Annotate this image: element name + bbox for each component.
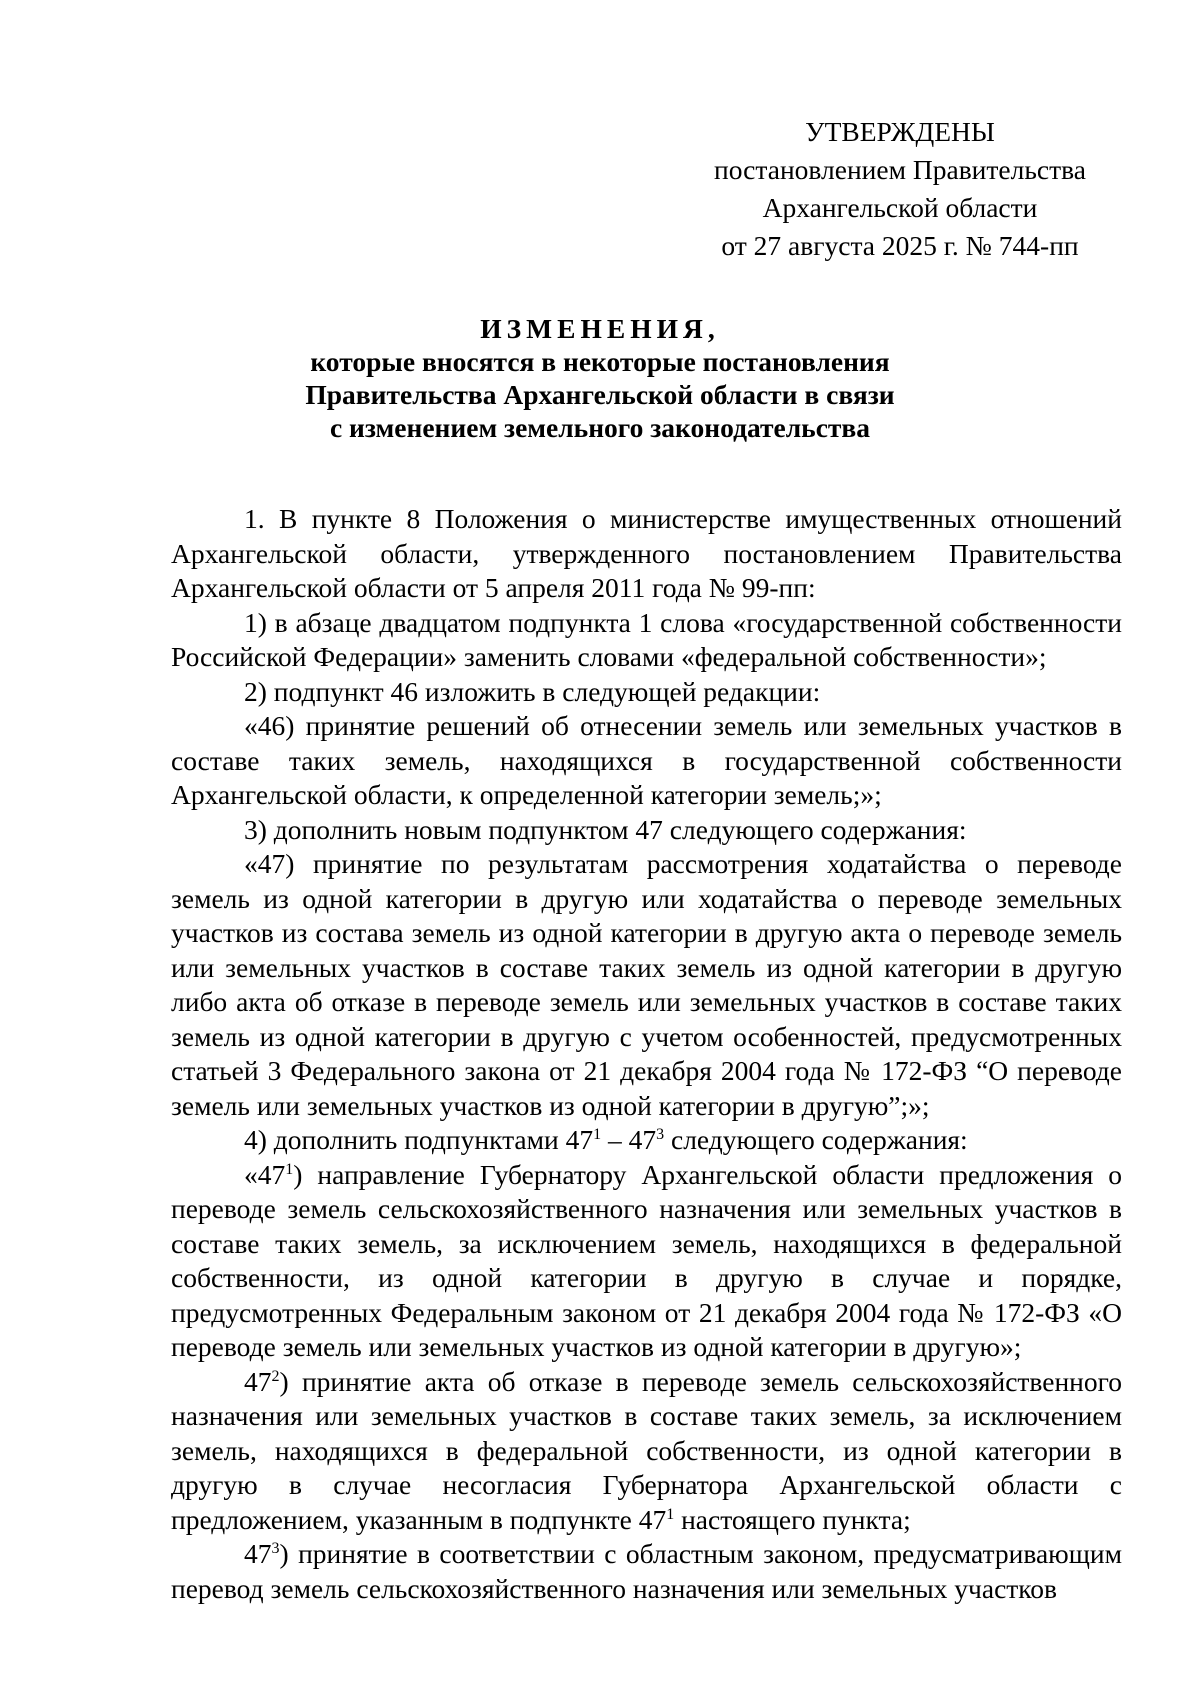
paragraph-4: «46) принятие решений об отнесении земель или земельных участков в составе таких земель, находящихся в государственной собственности Архангельской области, к определенной категории земель;»; — [171, 710, 1122, 810]
paragraph-10 — [171, 1537, 1122, 1606]
paragraph-8-text-a: «47 — [244, 1158, 286, 1190]
paragraph-8 — [171, 1158, 1122, 1365]
paragraph-2: 1) в абзаце двадцатом подпункта 1 слова «государственной собственности Российской Федерации» заменить словами «федеральной собственности»; — [171, 606, 1122, 672]
superscript: 1 — [666, 1505, 675, 1523]
title-line-1: которые вносятся в некоторые постановления — [310, 346, 890, 377]
title-line-2: Правительства Архангельской области в связи — [305, 379, 895, 410]
document-title — [170, 312, 1030, 444]
paragraph-8-text-b: ) направление Губернатору Архангельской области предложения о переводе земель сельскохозяйственного назначения или земельных участков в составе таких земель, за исключением земель, находящихся в федеральной собственности, из одной категории в другую в случае и порядке, предусмотренных Федеральным законом от 21 декабря 2004 года № 172-ФЗ «О переводе земель или земельных участков из одной категории в другую»; — [171, 1158, 1122, 1362]
paragraph-5: 3) дополнить новым подпунктом 47 следующего содержания: — [244, 813, 967, 845]
superscript: 3 — [656, 1125, 665, 1143]
approval-line-4: от 27 августа 2025 г. № 744-пп — [721, 230, 1079, 261]
paragraph-7-text-a: 4) дополнить подпунктами 47 — [244, 1124, 594, 1155]
paragraph-7-text-c: следующего содержания: — [664, 1124, 968, 1155]
document-body — [171, 502, 1122, 1606]
approval-line-1: УТВЕРЖДЕНЫ — [805, 116, 995, 147]
paragraph-6: «47) принятие по результатам рассмотрения ходатайства о переводе земель из одной категории в другую или ходатайства о переводе земельных участков из состава земель из одной категории в другую акта о переводе земель или земельных участков в составе таких земель из одной категории в другую либо акта об отказе в переводе земель или земельных участков в составе таких земель из одной категории в другую с учетом особенностей, предусмотренных статьей 3 Федерального закона от 21 декабря 2004 года № 172-ФЗ “О переводе земель или земельных участков из одной категории в другую”;»; — [171, 848, 1122, 1121]
paragraph-10-text-a: 47 — [244, 1538, 272, 1569]
paragraph-3: 2) подпункт 46 изложить в следующей редакции: — [244, 675, 821, 707]
paragraph-10-text-b: ) принятие в соответствии с областным законом, предусматривающим перевод земель сельскохозяйственного назначения или земельных участков — [171, 1538, 1122, 1604]
approval-line-2: постановлением Правительства — [714, 154, 1086, 185]
paragraph-1: 1. В пункте 8 Положения о министерстве имущественных отношений Архангельской области, утвержденного постановлением Правительства Архангельской области от 5 апреля 2011 года № 99-пп: — [171, 503, 1122, 603]
paragraph-9-text-c: настоящего пункта; — [674, 1503, 911, 1535]
paragraph-9 — [171, 1365, 1122, 1538]
superscript: 1 — [285, 1160, 294, 1178]
paragraph-9-text-a: 47 — [244, 1365, 272, 1397]
superscript: 1 — [593, 1125, 602, 1143]
title-heading: ИЗМЕНЕНИЯ, — [480, 313, 720, 344]
approval-line-3: Архангельской области — [762, 192, 1038, 223]
title-line-3: с изменением земельного законодательства — [329, 412, 871, 443]
paragraph-7 — [171, 1123, 1122, 1158]
superscript: 3 — [271, 1539, 280, 1557]
paragraph-7-text-b: – 47 — [601, 1124, 657, 1155]
superscript: 2 — [271, 1367, 280, 1385]
approval-stamp — [690, 113, 1110, 265]
paragraph-9-text-b: ) принятие акта об отказе в переводе земель сельскохозяйственного назначения или земельных участков в составе таких земель, за исключением земель, находящихся в федеральной собственности, из одной категории в другую в случае несогласия Губернатора Архангельской области с предложением, указанным в подпункте 47 — [171, 1365, 1122, 1535]
